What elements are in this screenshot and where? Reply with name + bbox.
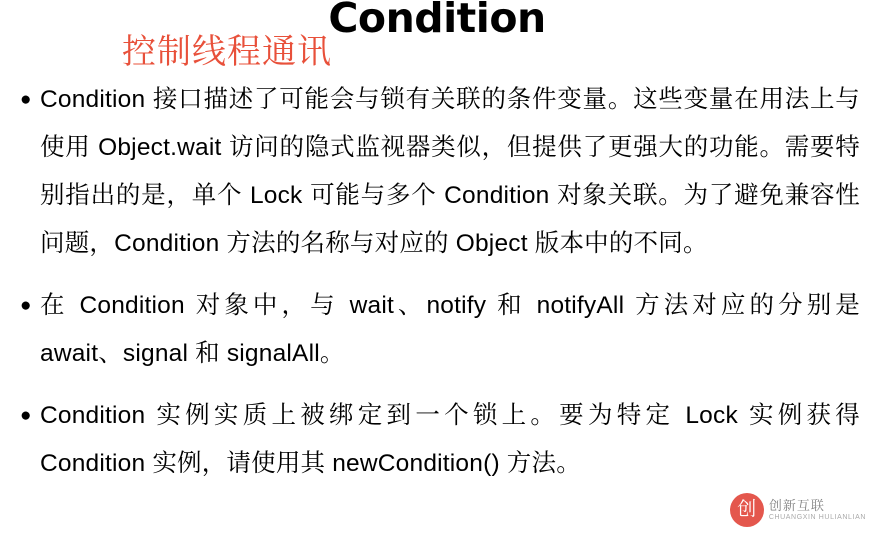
list-item <box>14 282 860 378</box>
bullet-dot-icon: ● <box>20 89 32 110</box>
page-title: Condition <box>328 0 546 42</box>
watermark-name-en: CHUANGXIN HULIANLIAN <box>768 513 866 521</box>
watermark-logo-icon: 创 <box>730 493 764 527</box>
bullet-text: Condition 实例实质上被绑定到一个锁上。要为特定 Lock 实例获得 Condition 实例，请使用其 newCondition() 方法。 <box>40 402 860 477</box>
slide-subtitle: 控制线程通讯 <box>122 33 332 71</box>
bullet-text: 在 Condition 对象中，与 wait、notify 和 notifyAll 方法对应的分别是 await、signal 和 signalAll。 <box>40 292 860 367</box>
watermark-texts <box>769 498 866 523</box>
list-item <box>14 76 860 268</box>
bullet-list <box>14 76 860 502</box>
watermark-name-cn: 创新互联 <box>768 497 825 513</box>
bullet-dot-icon: ● <box>20 405 32 426</box>
list-item <box>14 392 860 488</box>
bullet-dot-icon: ● <box>20 295 32 316</box>
watermark <box>730 493 866 527</box>
bullet-text: Condition 接口描述了可能会与锁有关联的条件变量。这些变量在用法上与使用 Object.wait 访问的隐式监视器类似，但提供了更强大的功能。需要特别指出的是，单个 Lock 可能与多个 Condition 对象关联。为了避免兼容性问题，Condition 方法的名称与对应的 Object 版本中的不同。 <box>40 86 860 257</box>
